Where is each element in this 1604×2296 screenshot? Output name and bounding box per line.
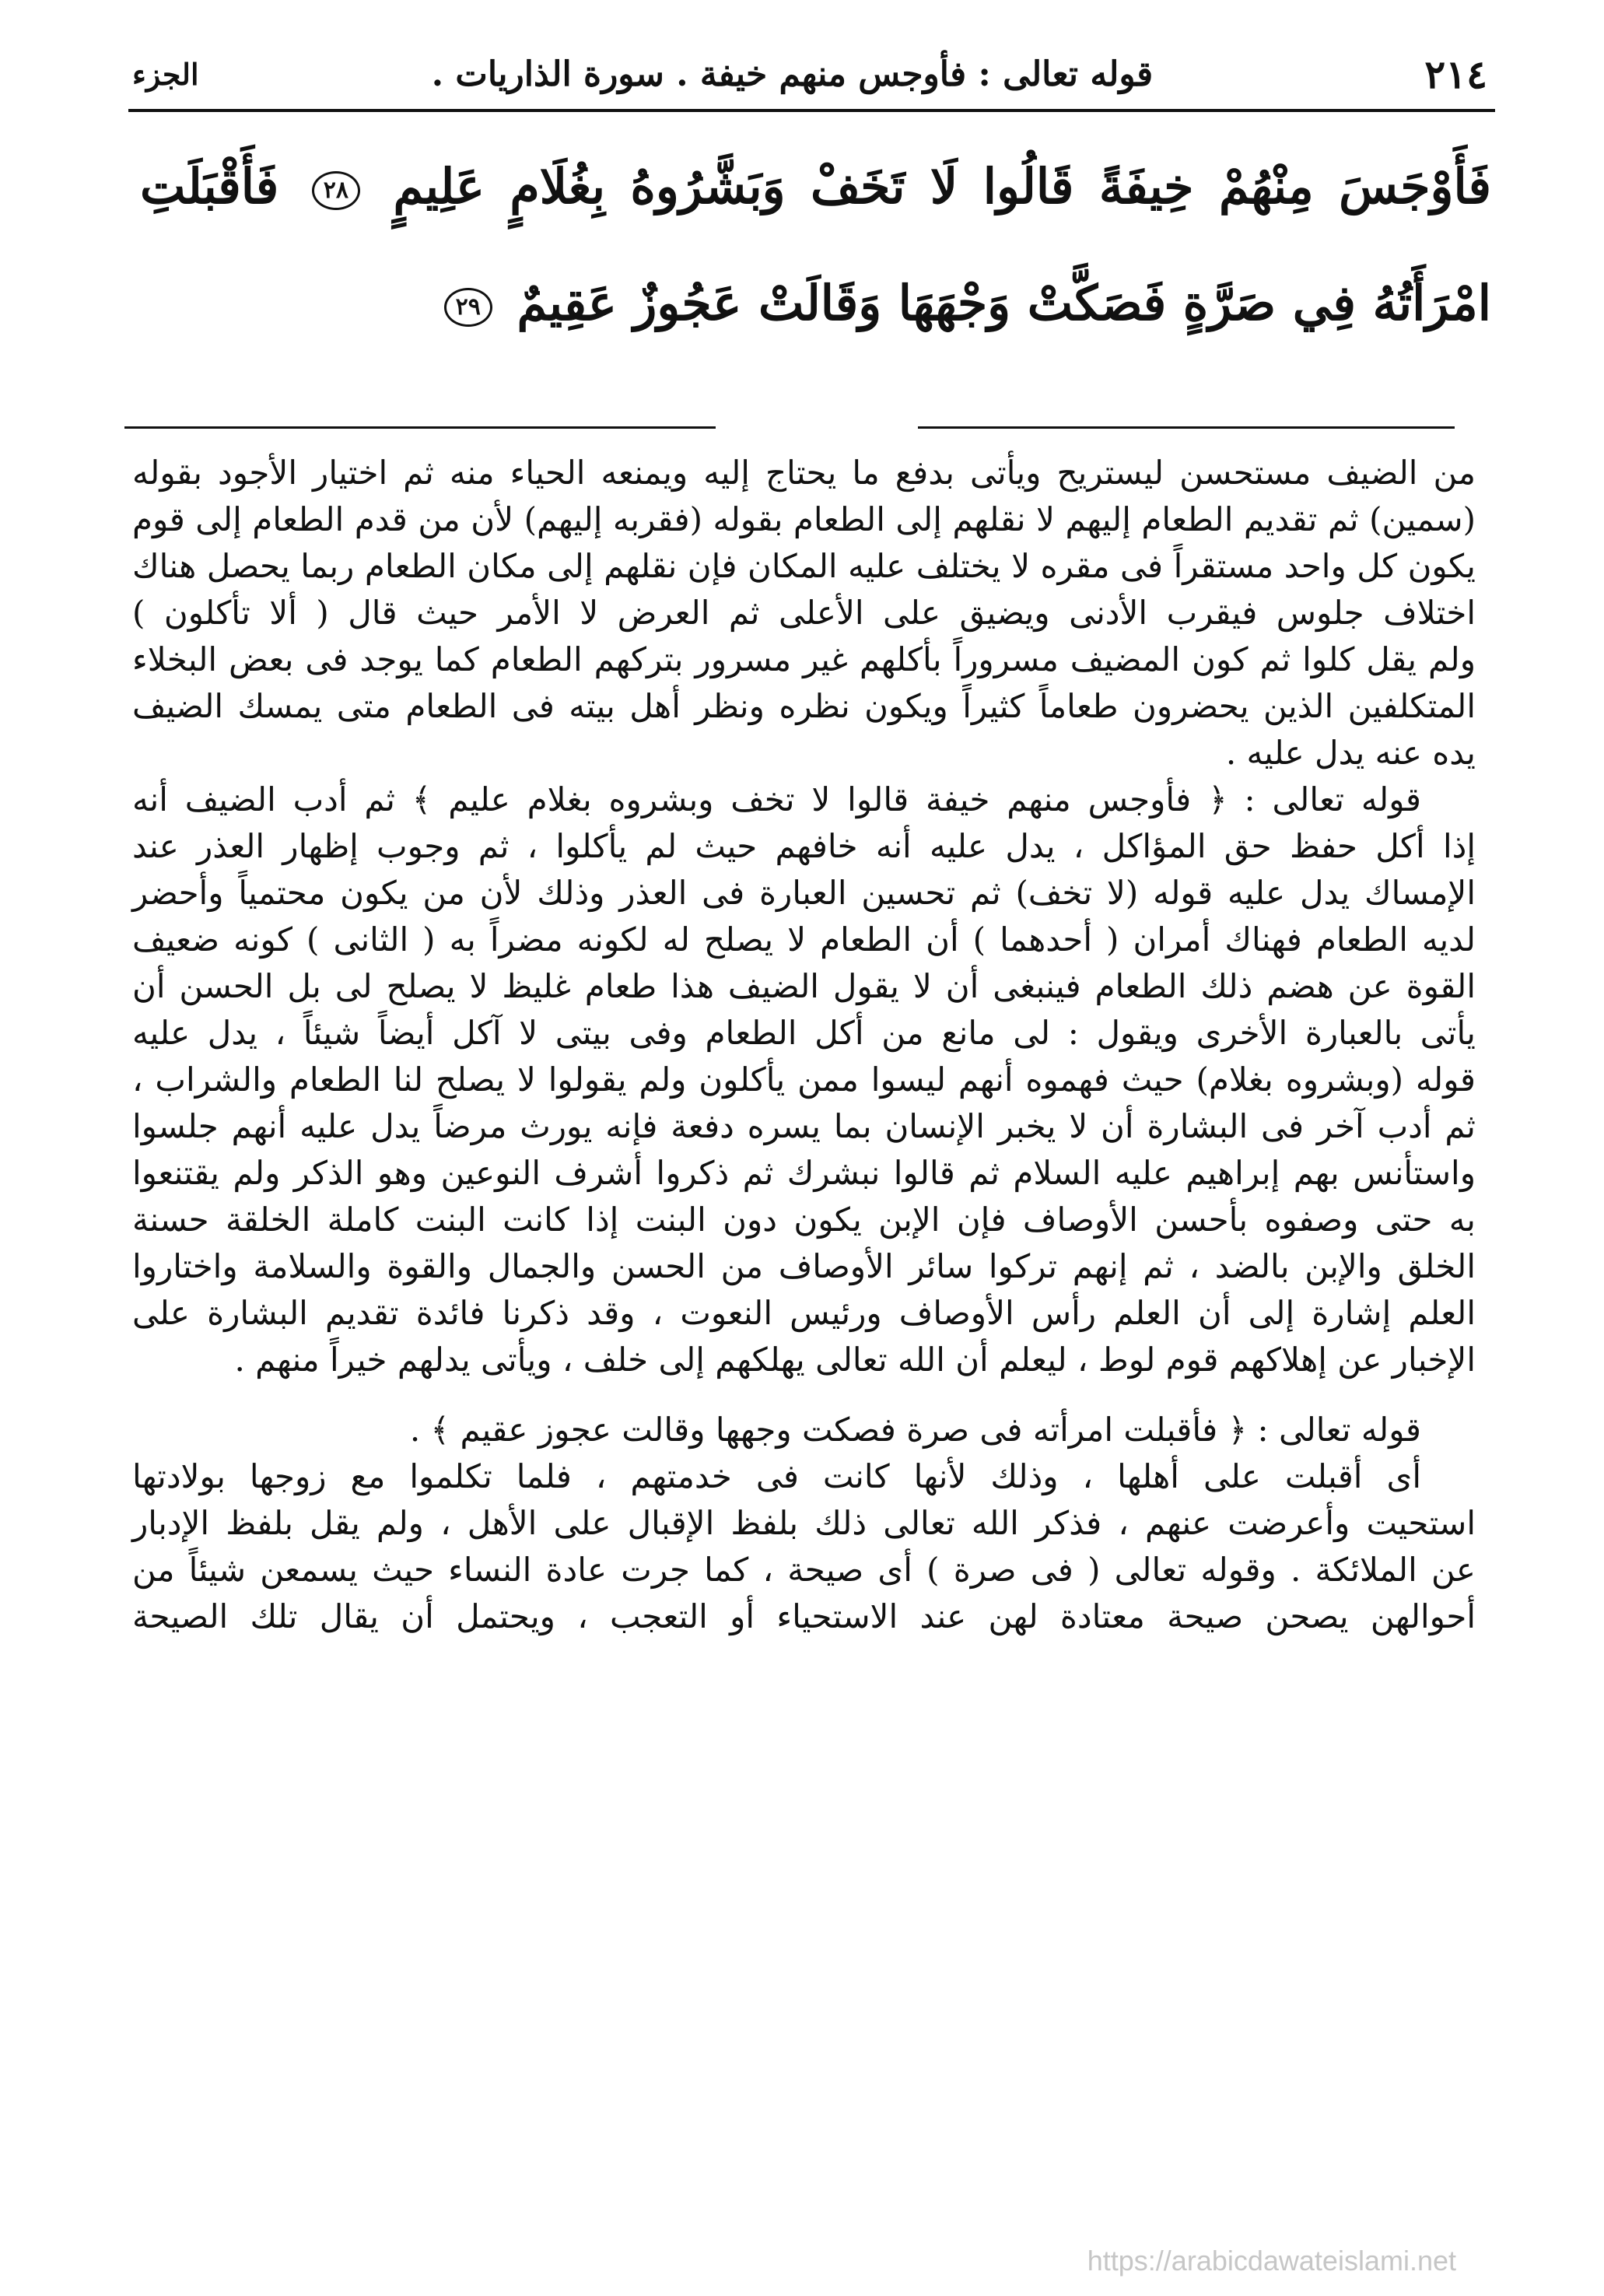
text-line: إذا أكل حفظ حق المؤاكل ، يدل عليه أنه خافهم حيث لم يأكلوا ، ثم وجوب إظهار العذر عند (132, 827, 1476, 865)
tafsir-commentary (132, 450, 1476, 1640)
running-title: قوله تعالى : فأوجس منهم خيفة . سورة الذاريات . (431, 54, 1154, 94)
text-line: قوله تعالى : ﴿ فأوجس منهم خيفة قالوا لا تخف وبشروه بغلام عليم ﴾ ثم أدب الضيف أنه (132, 780, 1421, 818)
text-line: قوله (وبشروه بغلام) حيث فهموه أنهم ليسوا ممن يأكلون ولم يقولوا لا يصلح لنا الطعام والشراب ، (132, 1060, 1476, 1099)
verse-divider-right (918, 426, 1455, 429)
quran-verse-block (140, 128, 1491, 362)
text-line: القوة عن هضم ذلك الطعام فينبغى أن لا يقول الضيف هذا طعام غليظ لا يصلح لى بل الحسن أن (132, 967, 1476, 1005)
paragraph-gap (132, 1383, 1476, 1407)
text-line: يكون كل واحد مستقراً فى مقره لا يختلف عليه المكان فإن نقلهم إلى مكان الطعام ربما يحصل هناك (132, 547, 1476, 585)
text-line: ثم أدب آخر فى البشارة أن لا يخبر الإنسان بما يسره دفعة فإنه يورث مرضاً يدل عليه أنهم جلسوا (132, 1107, 1476, 1145)
text-line: الإخبار عن إهلاكهم قوم لوط ، ليعلم أن الله تعالى يهلكهم إلى خلف ، ويأتى يدلهم خيراً منهم . (234, 1341, 1476, 1379)
page-header (132, 43, 1487, 105)
text-line: ولم يقل كلوا ثم كون المضيف مسروراً بأكلهم غير مسرور بتركهم الطعام كما يوجد فى بعض البخلاء (132, 640, 1476, 678)
text-line: استحيت وأعرضت عنهم ، فذكر الله تعالى ذلك بلفظ الإقبال على الأهل ، ولم يقل بلفظ الإدبار (132, 1504, 1476, 1542)
text-line: يأتى بالعبارة الأخرى ويقول : لى مانع من أكل الطعام وفى بيتى لا آكل أيضاً شيئاً ، يدل عليه (132, 1014, 1476, 1052)
text-line: من الضيف مستحسن ليستريح ويأتى بدفع ما يحتاج إليه ويمنعه الحياء منه ثم اختيار الأجود بقوله (132, 454, 1476, 492)
header-divider (128, 109, 1495, 112)
text-line: الخلق والإبن بالضد ، ثم إنهم تركوا سائر الأوصاف من الحسن والجمال والقوة والسلامة واختاروا (132, 1247, 1476, 1285)
verse-text-29: امْرَأَتُهُ فِي صَرَّةٍ فَصَكَّتْ وَجْهَهَا وَقَالَتْ عَجُوزٌ عَقِيمٌ (517, 275, 1491, 331)
text-line: اختلاف جلوس فيقرب الأدنى ويضيق على الأعلى ثم العرض لا الأمر حيث قال ( ألا تأكلون ) (132, 594, 1476, 632)
text-line: الإمساك يدل عليه قوله (لا تخف) ثم تحسين العبارة فى العذر وذلك لأن من يكون محتمياً وأحضر (132, 874, 1476, 912)
verse-heading: قوله تعالى : ﴿ فأقبلت امرأته فى صرة فصكت وجهها وقالت عجوز عقيم ﴾ . (409, 1411, 1421, 1449)
part-label: الجزء (132, 56, 199, 92)
verse-text-29-start: فَأَقْبَلَتِ (140, 158, 279, 215)
text-line: واستأنس بهم إبراهيم عليه السلام ثم قالوا نبشرك ثم ذكروا أشرف النوعين وهو الذكر ولم يقتنعوا (132, 1154, 1476, 1192)
ayah-number-28: ٢٨ (312, 171, 360, 210)
page-number: ٢١٤ (1424, 51, 1487, 97)
text-line: لديه الطعام فهناك أمران ( أحدهما ) أن الطعام لا يصلح له لكونه مضراً به ( الثانى ) كونه ضعيف (132, 920, 1476, 959)
ayah-number-29: ٢٩ (444, 288, 492, 327)
text-line: يده عنه يدل عليه . (1225, 734, 1476, 772)
text-line: المتكلفين الذين يحضرون طعاماً كثيراً ويكون نظره ونظر أهل بيته فى الطعام متى يمسك الضيف (132, 687, 1476, 725)
verse-text-28: فَأَوْجَسَ مِنْهُمْ خِيفَةً قَالُوا لَا تَخَفْ وَبَشَّرُوهُ بِغُلَامٍ عَلِيمٍ (393, 158, 1491, 215)
text-line: به حتى وصفوه بأحسن الأوصاف فإن الإبن يكون دون البنت إذا كانت البنت كاملة الخلقة حسنة (132, 1201, 1476, 1239)
verse-line-2 (140, 245, 1491, 362)
text-line: أى أقبلت على أهلها ، وذلك لأنها كانت فى خدمتهم ، فلما تكلموا مع زوجها بولادتها (132, 1457, 1421, 1495)
watermark-url: https://arabicdawateislami.net (1087, 2245, 1456, 2277)
text-line: (سمين) ثم تقديم الطعام إليهم لا نقلهم إلى الطعام بقوله (فقربه إليهم) لأن من قدم الطعام إلى قوم (132, 500, 1476, 538)
text-line: أحوالهن يصحن صيحة معتادة لهن عند الاستحياء أو التعجب ، ويحتمل أن يقال تلك الصيحة (132, 1597, 1476, 1635)
verse-divider-left (124, 426, 716, 429)
text-line: عن الملائكة . وقوله تعالى ( فى صرة ) أى صيحة ، كما جرت عادة النساء حيث يسمعن شيئاً من (132, 1551, 1476, 1589)
verse-line-1 (140, 128, 1491, 245)
text-line: العلم إشارة إلى أن العلم رأس الأوصاف ورئيس النعوت ، وقد ذكرنا فائدة تقديم البشارة على (132, 1294, 1476, 1332)
